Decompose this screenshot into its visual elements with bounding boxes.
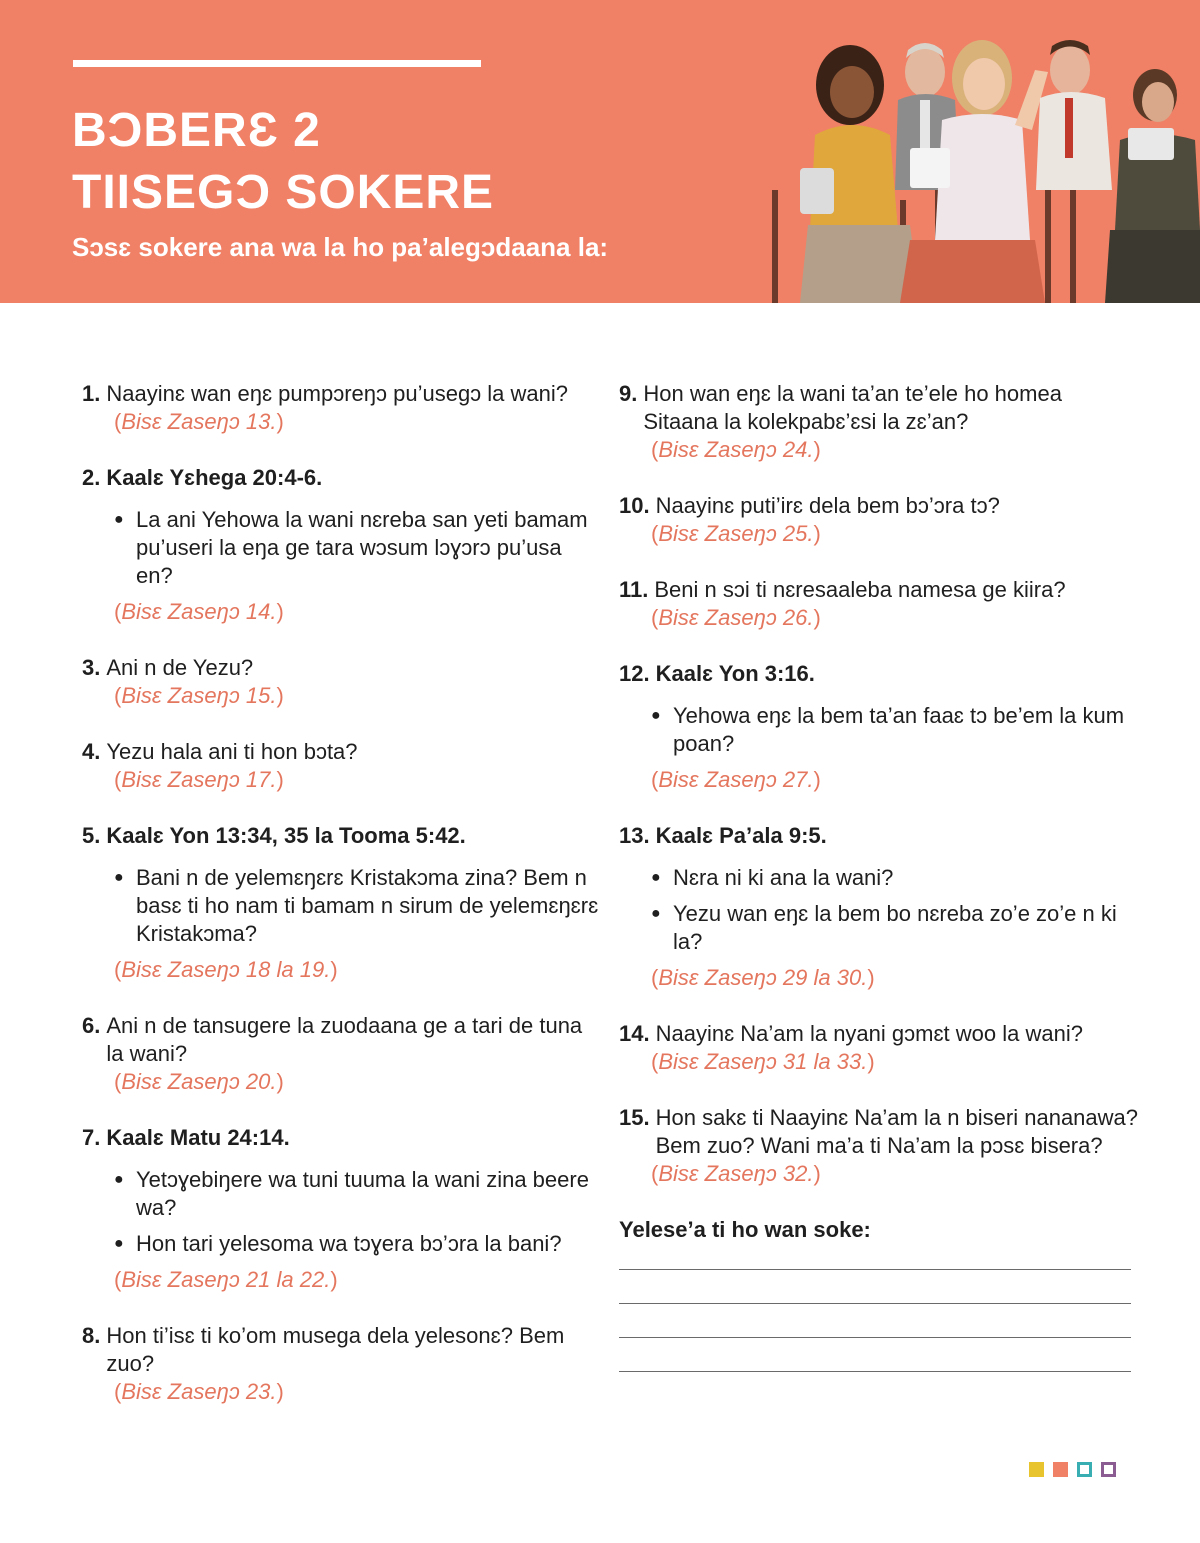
paren-open: ( [114, 683, 122, 708]
scripture-reading: Kaalɛ Yɛhega 20:4-6. [106, 465, 323, 490]
lesson-reference-text: Bisɛ Zaseŋɔ 17. [121, 767, 277, 792]
sub-question [619, 864, 1139, 892]
lesson-reference [82, 682, 602, 710]
sub-question-text: Nɛra ni ki ana la wani? [673, 865, 894, 890]
paren-open: ( [651, 521, 659, 546]
paren-open: ( [114, 767, 122, 792]
sub-question-text: Hon tari yelesoma wa tɔɣera bɔ’ɔra la bani? [136, 1231, 562, 1256]
people-seated-illustration [760, 0, 1200, 303]
bullet-icon: ● [114, 869, 124, 886]
sub-question [619, 900, 1139, 956]
page-header [0, 0, 1200, 303]
bullet-icon: ● [114, 1235, 124, 1252]
question-text: Naayinɛ puti’irɛ dela bem bɔ’ɔra tɔ? [655, 493, 1000, 518]
bullet-icon: ● [114, 1171, 124, 1188]
sub-question [82, 864, 602, 948]
paren-open: ( [114, 1069, 122, 1094]
indicator-square-filled-yellow [1029, 1462, 1044, 1477]
paren-close: ) [330, 1267, 338, 1292]
page-subtitle: Sɔsɛ sokere ana wa la ho pa’alegɔdaana la: [72, 232, 609, 262]
paren-open: ( [114, 957, 122, 982]
question-number: 1. [82, 381, 101, 406]
paren-close: ) [276, 1069, 284, 1094]
paren-open: ( [651, 437, 659, 462]
lesson-reference [82, 956, 602, 984]
bullet-icon: ● [114, 511, 124, 528]
question-item [619, 1104, 1139, 1188]
notes-label: Yelese’a ti ho wan soke: [619, 1217, 871, 1242]
lesson-reference [619, 436, 1139, 464]
question-row [619, 380, 1139, 436]
question-number: 8. [82, 1323, 101, 1348]
lesson-reference [619, 964, 1139, 992]
paren-close: ) [276, 683, 284, 708]
question-number: 7. [82, 1125, 101, 1150]
lesson-reference [82, 1266, 602, 1294]
title-line-1: BƆBERƐ 2 [72, 104, 321, 157]
question-text: Naayinɛ Na’am la nyani gɔmɛt woo la wani? [655, 1021, 1083, 1046]
paren-close: ) [276, 409, 284, 434]
paren-close: ) [813, 521, 821, 546]
note-writing-line [619, 1303, 1131, 1304]
question-row [619, 660, 1139, 688]
question-number: 9. [619, 381, 638, 406]
indicator-square-outline-purple [1101, 1462, 1116, 1477]
paren-open: ( [114, 1379, 122, 1404]
paren-open: ( [651, 965, 659, 990]
question-text: Hon ti’isɛ ti ko’om musega dela yelesonɛ? Bem zuo? [106, 1323, 565, 1376]
person-5 [1105, 69, 1200, 303]
question-text: Yezu hala ani ti hon bɔta? [106, 739, 358, 764]
lesson-reference-text: Bisɛ Zaseŋɔ 23. [121, 1379, 277, 1404]
lesson-reference-text: Bisɛ Zaseŋɔ 29 la 30. [658, 965, 868, 990]
question-text: Hon sakɛ ti Naayinɛ Na’am la n biseri nananawa? Bem zuo? Wani ma’a ti Na’am la pɔsɛ bisera? [655, 1105, 1139, 1158]
lesson-reference [82, 1068, 602, 1096]
lesson-reference [619, 766, 1139, 794]
question-row [619, 1104, 1139, 1160]
lesson-reference-text: Bisɛ Zaseŋɔ 32. [658, 1161, 814, 1186]
paren-close: ) [276, 599, 284, 624]
indicator-square-filled-coral [1053, 1462, 1068, 1477]
indicator-square-outline-teal [1077, 1462, 1092, 1477]
paren-close: ) [813, 437, 821, 462]
question-item [82, 1124, 602, 1294]
question-text: Beni n sɔi ti nɛresaaleba namesa ge kiira? [654, 577, 1066, 602]
paren-open: ( [651, 1161, 659, 1186]
bullet-icon: ● [651, 707, 661, 724]
title-line-2: TIISEGƆ SOKERE [72, 166, 495, 219]
section-indicator [1029, 1462, 1116, 1477]
question-item [619, 492, 1139, 548]
sub-question-list [82, 506, 602, 590]
lesson-reference [619, 604, 1139, 632]
paren-close: ) [276, 767, 284, 792]
paren-close: ) [813, 767, 821, 792]
question-row [82, 464, 602, 492]
sub-question-list [82, 864, 602, 948]
question-text: Hon wan eŋɛ la wani ta’an te’ele ho homea Sitaana la kolekpabɛ’ɛsi la zɛ’an? [643, 381, 1062, 434]
question-number: 6. [82, 1013, 101, 1038]
paren-open: ( [114, 409, 122, 434]
lesson-reference [619, 1160, 1139, 1188]
question-row [82, 1124, 602, 1152]
paren-open: ( [651, 767, 659, 792]
question-number: 14. [619, 1021, 650, 1046]
question-row [619, 822, 1139, 850]
lesson-reference [82, 766, 602, 794]
question-item [82, 464, 602, 626]
paren-close: ) [867, 965, 875, 990]
question-row [82, 1012, 602, 1068]
paren-close: ) [330, 957, 338, 982]
question-item [82, 380, 602, 436]
question-number: 13. [619, 823, 650, 848]
lesson-reference [82, 598, 602, 626]
question-item [82, 822, 602, 984]
lesson-reference-text: Bisɛ Zaseŋɔ 26. [658, 605, 814, 630]
lesson-reference [82, 408, 602, 436]
note-writing-line [619, 1337, 1131, 1338]
question-number: 3. [82, 655, 101, 680]
sub-question-text: Yetɔɣebiŋere wa tuni tuuma la wani zina beere wa? [136, 1167, 589, 1220]
lesson-reference-text: Bisɛ Zaseŋɔ 27. [658, 767, 814, 792]
question-item [82, 1322, 602, 1406]
header-rule [73, 60, 481, 67]
question-row [82, 380, 602, 408]
question-item [619, 660, 1139, 794]
question-text: Ani n de Yezu? [106, 655, 254, 680]
lesson-reference-text: Bisɛ Zaseŋɔ 18 la 19. [121, 957, 331, 982]
sub-question [619, 702, 1139, 758]
question-item [619, 380, 1139, 464]
sub-question [82, 1230, 602, 1258]
question-number: 4. [82, 739, 101, 764]
paren-open: ( [114, 1267, 122, 1292]
paren-close: ) [813, 605, 821, 630]
bullet-icon: ● [651, 869, 661, 886]
scripture-reading: Kaalɛ Pa’ala 9:5. [655, 823, 827, 848]
question-row [619, 576, 1139, 604]
question-item [619, 1020, 1139, 1076]
paren-close: ) [813, 1161, 821, 1186]
sub-question-text: La ani Yehowa la wani nɛreba san yeti bamam pu’useri la eŋa ge tara wɔsum lɔɣɔrɔ pu’usa en? [136, 507, 588, 588]
question-item [82, 1012, 602, 1096]
question-number: 15. [619, 1105, 650, 1130]
question-row [82, 654, 602, 682]
sub-question-list [619, 702, 1139, 758]
question-number: 5. [82, 823, 101, 848]
question-item [82, 738, 602, 794]
sub-question-text: Yehowa eŋɛ la bem ta’an faaɛ tɔ be’em la kum poan? [673, 703, 1125, 756]
question-number: 10. [619, 493, 650, 518]
question-item [619, 576, 1139, 632]
paren-open: ( [651, 605, 659, 630]
question-item [619, 822, 1139, 992]
question-row [619, 492, 1139, 520]
lesson-reference-text: Bisɛ Zaseŋɔ 25. [658, 521, 814, 546]
question-item [82, 654, 602, 710]
paren-open: ( [114, 599, 122, 624]
question-number: 12. [619, 661, 650, 686]
scripture-reading: Kaalɛ Matu 24:14. [106, 1125, 290, 1150]
paren-close: ) [867, 1049, 875, 1074]
question-text: Ani n de tansugere la zuodaana ge a tari de tuna la wani? [106, 1013, 583, 1066]
lesson-reference-text: Bisɛ Zaseŋɔ 14. [121, 599, 277, 624]
question-number: 11. [619, 577, 649, 602]
sub-question-text: Yezu wan eŋɛ la bem bo nɛreba zo’e zo’e n ki la? [673, 901, 1117, 954]
note-writing-line [619, 1269, 1131, 1270]
sub-question-list [82, 1166, 602, 1258]
question-row [82, 1322, 602, 1378]
lesson-reference [619, 1048, 1139, 1076]
question-row [82, 738, 602, 766]
lesson-reference-text: Bisɛ Zaseŋɔ 21 la 22. [121, 1267, 331, 1292]
sub-question [82, 1166, 602, 1222]
paren-open: ( [651, 1049, 659, 1074]
question-number: 2. [82, 465, 101, 490]
bullet-icon: ● [651, 905, 661, 922]
lesson-reference-text: Bisɛ Zaseŋɔ 13. [121, 409, 277, 434]
sub-question-list [619, 864, 1139, 956]
question-row [82, 822, 602, 850]
lesson-reference-text: Bisɛ Zaseŋɔ 31 la 33. [658, 1049, 868, 1074]
scripture-reading: Kaalɛ Yon 13:34, 35 la Tooma 5:42. [106, 823, 466, 848]
sub-question-text: Bani n de yelemɛŋɛrɛ Kristakɔma zina? Bem n basɛ ti ho nam ti bamam n sirum de yelemɛŋɛrɛ Kristakɔma? [136, 865, 599, 946]
questions-column-left [82, 380, 602, 1434]
paren-close: ) [276, 1379, 284, 1404]
lesson-reference-text: Bisɛ Zaseŋɔ 20. [121, 1069, 277, 1094]
lesson-reference [82, 1378, 602, 1406]
question-text: Naayinɛ wan eŋɛ pumpɔreŋɔ pu’usegɔ la wani? [106, 381, 569, 406]
lesson-reference-text: Bisɛ Zaseŋɔ 24. [658, 437, 814, 462]
person-4 [1036, 40, 1112, 190]
sub-question [82, 506, 602, 590]
lesson-reference [619, 520, 1139, 548]
question-row [619, 1020, 1139, 1048]
questions-column-right [619, 380, 1139, 1372]
scripture-reading: Kaalɛ Yon 3:16. [655, 661, 815, 686]
lesson-reference-text: Bisɛ Zaseŋɔ 15. [121, 683, 277, 708]
note-writing-line [619, 1371, 1131, 1372]
page-title [72, 100, 494, 224]
